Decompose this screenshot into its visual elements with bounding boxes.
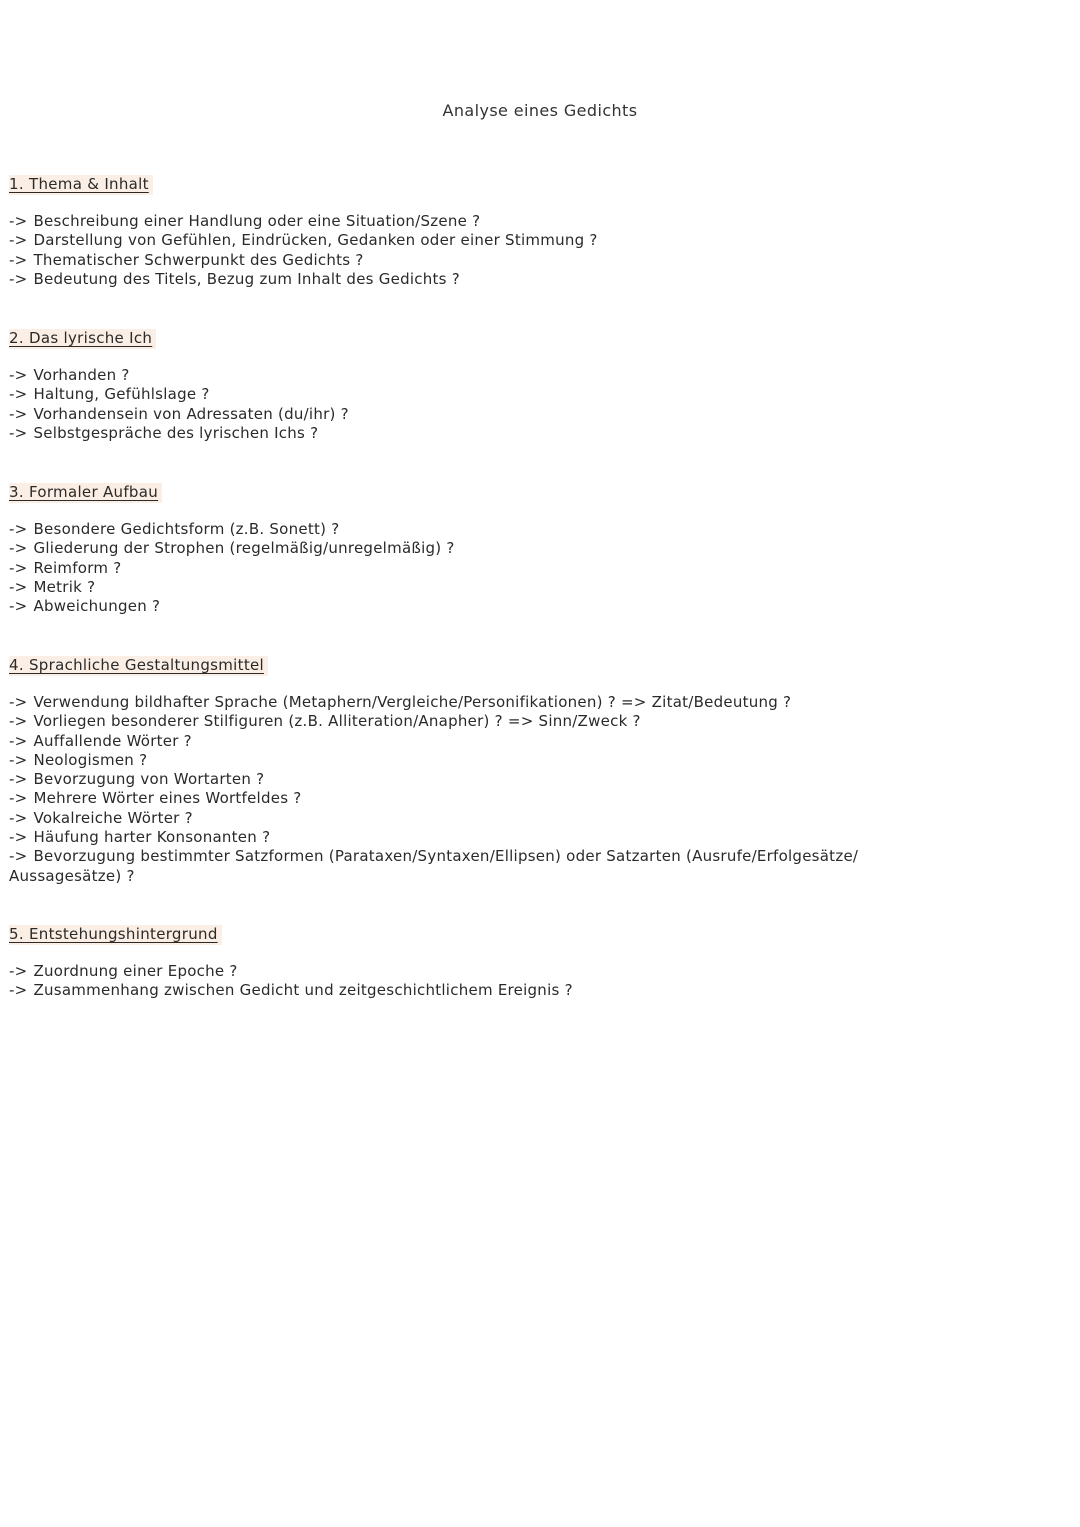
arrow-icon: -> <box>9 847 28 866</box>
section-formaler-aufbau <box>9 482 1059 616</box>
arrow-icon: -> <box>9 250 28 269</box>
question-list <box>9 212 1059 289</box>
list-item: -> Vokalreiche Wörter ? <box>9 808 193 827</box>
arrow-icon: -> <box>9 962 28 980</box>
question-list <box>9 520 1059 616</box>
arrow-icon: -> <box>9 404 28 423</box>
arrow-icon: -> <box>9 269 28 288</box>
arrow-icon: -> <box>9 558 28 577</box>
page-title: Analyse eines Gedichts <box>442 101 638 120</box>
arrow-icon: -> <box>9 981 28 1000</box>
section-heading: 2. Das lyrische Ich <box>9 329 156 349</box>
arrow-icon: -> <box>9 731 28 750</box>
arrow-icon: -> <box>9 539 28 558</box>
section-sprachliche-gestaltungsmittel <box>9 655 1059 886</box>
arrow-icon: -> <box>9 520 28 538</box>
section-lyrisches-ich <box>9 328 1059 443</box>
list-item: -> Verwendung bildhafter Sprache (Metaphern/Vergleiche/Personifikationen) ? => Zitat/Bedeutung ? <box>9 693 792 711</box>
list-item: -> Vorhanden ? <box>9 366 130 384</box>
list-item: -> Haltung, Gefühlslage ? <box>9 385 210 404</box>
list-item: -> Beschreibung einer Handlung oder eine Situation/Szene ? <box>9 212 481 230</box>
section-heading: 3. Formaler Aufbau <box>9 483 162 503</box>
arrow-icon: -> <box>9 597 28 616</box>
section-heading: 4. Sprachliche Gestaltungsmittel <box>9 656 268 676</box>
list-item: -> Gliederung der Strophen (regelmäßig/unregelmäßig) ? <box>9 539 455 558</box>
question-list <box>9 693 1059 886</box>
section-heading: 5. Entstehungshintergrund <box>9 925 222 945</box>
list-item: -> Selbstgespräche des lyrischen Ichs ? <box>9 423 319 442</box>
arrow-icon: -> <box>9 770 28 789</box>
arrow-icon: -> <box>9 231 28 250</box>
list-item: -> Zusammenhang zwischen Gedicht und zeitgeschichtlichem Ereignis ? <box>9 981 573 1000</box>
arrow-icon: -> <box>9 385 28 404</box>
question-list <box>9 366 1059 443</box>
arrow-icon: -> <box>9 750 28 769</box>
list-item: -> Bevorzugung von Wortarten ? <box>9 770 265 789</box>
list-item: -> Vorliegen besonderer Stilfiguren (z.B. Alliteration/Anapher) ? => Sinn/Zweck ? <box>9 712 641 731</box>
arrow-icon: -> <box>9 212 28 230</box>
list-item: -> Bevorzugung bestimmter Satzformen (Parataxen/Syntaxen/Ellipsen) oder Satzarten (Ausrufe/Erfolgesätze/ <box>9 847 859 866</box>
list-item: -> Häufung harter Konsonanten ? <box>9 828 271 847</box>
list-item: -> Thematischer Schwerpunkt des Gedichts ? <box>9 250 364 269</box>
list-item: -> Darstellung von Gefühlen, Eindrücken, Gedanken oder einer Stimmung ? <box>9 231 598 250</box>
list-item: -> Mehrere Wörter eines Wortfeldes ? <box>9 789 302 808</box>
arrow-icon: -> <box>9 712 28 731</box>
list-item: -> Besondere Gedichtsform (z.B. Sonett) ? <box>9 520 340 538</box>
list-item: -> Vorhandensein von Adressaten (du/ihr) ? <box>9 404 349 423</box>
section-heading: 1. Thema & Inhalt <box>9 175 153 195</box>
list-item: -> Zuordnung einer Epoche ? <box>9 962 238 980</box>
arrow-icon: -> <box>9 693 28 711</box>
arrow-icon: -> <box>9 828 28 847</box>
list-item-continuation: Aussagesätze) ? <box>9 866 135 885</box>
arrow-icon: -> <box>9 366 28 384</box>
list-item: -> Auffallende Wörter ? <box>9 731 192 750</box>
list-item: -> Neologismen ? <box>9 750 148 769</box>
list-item: -> Reimform ? <box>9 558 122 577</box>
arrow-icon: -> <box>9 423 28 442</box>
arrow-icon: -> <box>9 789 28 808</box>
section-entstehungshintergrund <box>9 924 1059 1001</box>
list-item: -> Metrik ? <box>9 577 96 596</box>
section-thema-inhalt <box>9 174 1059 289</box>
question-list <box>9 962 1059 1001</box>
list-item: -> Abweichungen ? <box>9 597 161 616</box>
list-item: -> Bedeutung des Titels, Bezug zum Inhalt des Gedichts ? <box>9 269 460 288</box>
arrow-icon: -> <box>9 808 28 827</box>
arrow-icon: -> <box>9 577 28 596</box>
